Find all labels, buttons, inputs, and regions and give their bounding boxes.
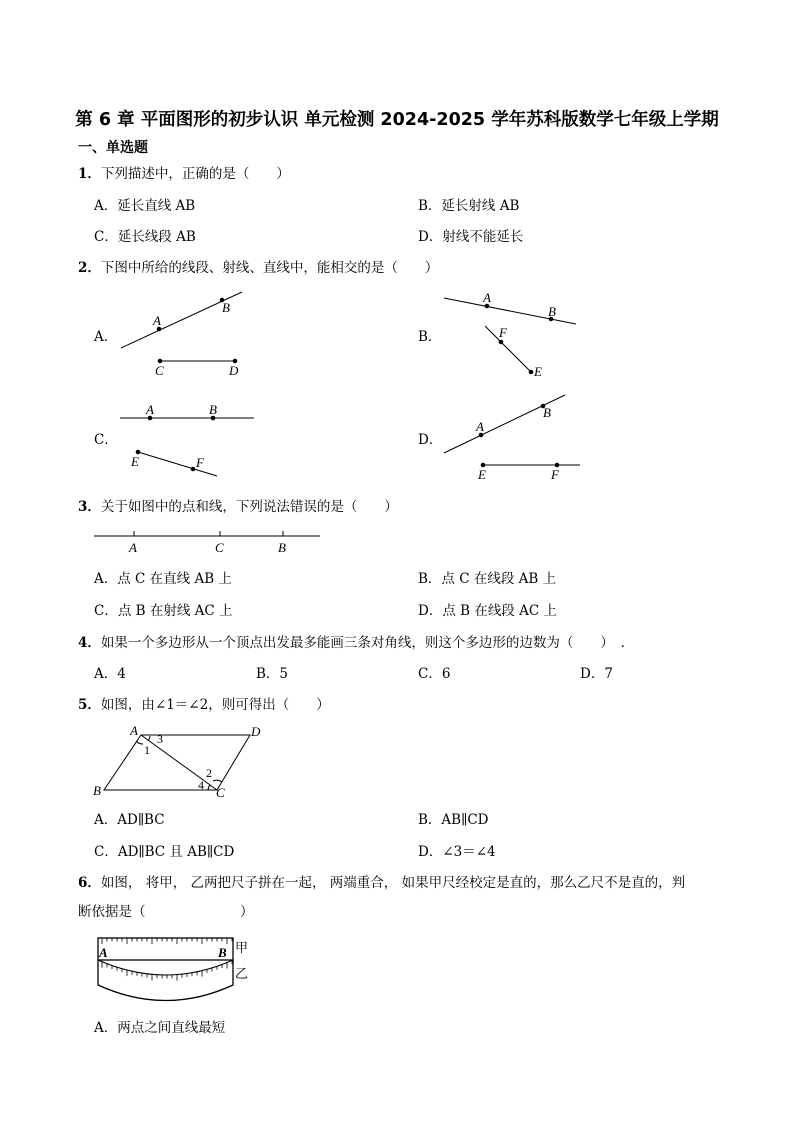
label-yi: 乙 — [235, 967, 249, 982]
question-stem: 下图中所给的线段、射线、直线中，能相交的是（ ） — [100, 260, 439, 276]
question-number: 5． — [78, 697, 101, 713]
question-number: 4． — [78, 635, 101, 651]
question-stem: 关于如图中的点和线，下列说法错误的是（ ） — [100, 499, 398, 515]
label-a: A — [153, 313, 161, 328]
question-stem: 下列描述中，正确的是（ ） — [100, 166, 290, 182]
label-b: B — [278, 540, 286, 555]
section-heading: 一、单选题 — [78, 140, 148, 156]
question-stem: 如图，由∠1＝∠2，则可得出（ ） — [100, 697, 330, 713]
angle-2-label: 2 — [206, 766, 212, 780]
label-c: C — [215, 540, 224, 555]
question-number: 6． — [78, 875, 101, 891]
label-jia: 甲 — [235, 941, 249, 956]
label-a: A — [129, 540, 137, 555]
q4-option-b[interactable]: B．5 — [256, 666, 289, 682]
ruler-jia-ticks — [102, 938, 232, 944]
q3-option-a[interactable]: A．点 C 在直线 AB 上 — [94, 571, 232, 587]
label-b: B — [218, 945, 227, 960]
label-a: A — [146, 402, 154, 417]
label-e: E — [478, 467, 486, 482]
page-title: 第 6 章 平面图形的初步认识 单元检测 2024-2025 学年苏科版数学七年级上学期 — [75, 110, 719, 130]
q2-option-c[interactable]: C． — [94, 432, 118, 448]
q2-option-d[interactable]: D． — [418, 432, 443, 448]
label-c: C — [216, 785, 225, 800]
angle-1-label: 1 — [144, 743, 150, 757]
q1-option-c[interactable]: C．延长线段 AB — [94, 229, 196, 245]
q1-option-d[interactable]: D．射线不能延长 — [418, 229, 524, 245]
ruler-jia — [98, 938, 233, 960]
q5-option-a[interactable]: A．AD∥BC — [94, 812, 165, 828]
label-c: C — [155, 363, 164, 378]
q3-option-d[interactable]: D．点 B 在线段 AC 上 — [418, 603, 557, 619]
label-a: A — [130, 723, 138, 738]
q5-option-b[interactable]: B．AB∥CD — [418, 812, 489, 828]
label-b: B — [209, 402, 217, 417]
ruler-yi-ticks — [102, 960, 232, 980]
label-b: B — [548, 304, 556, 319]
question-stem-line-1: 如图， 将甲， 乙两把尺子拼在一起， 两端重合， 如果甲尺经校定是直的，那么乙尺不是直的，判 — [100, 875, 686, 891]
q1-option-b[interactable]: B．延长射线 AB — [418, 198, 520, 214]
label-a: A — [476, 419, 484, 434]
question-number: 2． — [78, 260, 101, 276]
label-d: D — [251, 724, 261, 739]
angle-3-label: 3 — [157, 732, 163, 746]
q5-option-d[interactable]: D．∠3＝∠4 — [418, 844, 496, 860]
ruler-yi — [98, 960, 233, 1001]
label-e: E — [534, 364, 542, 379]
label-b: B — [222, 300, 230, 315]
q4-option-d[interactable]: D．7 — [580, 666, 613, 682]
q2-option-b[interactable]: B． — [418, 329, 442, 345]
q3-option-c[interactable]: C．点 B 在射线 AC 上 — [94, 603, 233, 619]
question-number: 1． — [78, 166, 101, 182]
label-a: A — [99, 945, 108, 960]
question-stem: 如果一个多边形从一个顶点出发最多能画三条对角线，则这个多边形的边数为（ ） ． — [100, 635, 635, 651]
q2-option-a[interactable]: A． — [94, 329, 118, 345]
label-b: B — [93, 783, 101, 798]
label-d: D — [229, 363, 239, 378]
label-a: A — [483, 290, 491, 305]
label-f: F — [499, 325, 507, 340]
q6-option-a[interactable]: A．两点之间直线最短 — [94, 1020, 226, 1036]
label-f: F — [551, 467, 559, 482]
q5-option-c[interactable]: C．AD∥BC 且 AB∥CD — [94, 844, 235, 860]
q4-option-c[interactable]: C．6 — [418, 666, 451, 682]
label-b: B — [543, 405, 551, 420]
q3-option-b[interactable]: B．点 C 在线段 AB 上 — [418, 571, 557, 587]
question-number: 3． — [78, 499, 101, 515]
question-stem-line-2: 断依据是（ ） — [78, 904, 254, 920]
q4-option-a[interactable]: A．4 — [94, 666, 126, 682]
label-e: E — [131, 454, 139, 469]
angle-4-label: 4 — [198, 778, 204, 792]
ruler-yi-edge — [98, 960, 233, 975]
label-f: F — [196, 455, 204, 470]
q1-option-a[interactable]: A．延长直线 AB — [94, 198, 196, 214]
